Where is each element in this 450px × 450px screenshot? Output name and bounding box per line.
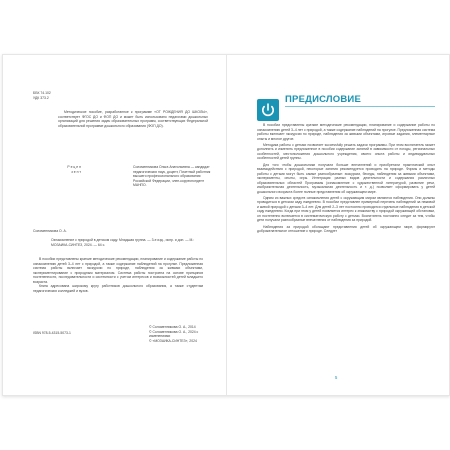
reviewer-text: Соломенникова Ольга Анатольевна — кандидат педагогических наук, доцент, Почетный работник высшего профессионального образования Российской Федерации, член-корреспондент МАНПО.	[133, 165, 211, 187]
reviewer-label: Р е ц е н з е н т	[67, 165, 81, 174]
preface-body	[257, 123, 435, 235]
annotation-top: Методическое пособие, разработанное к программе «ОТ РОЖДЕНИЯ ДО ШКОЛЫ», соответствует ФГОС ДО и ФОП ДО и может быть использовано педагогами дошкольных организаций для решения задач образовательных программ, соответствующих Федеральной образовательной программе дошкольного образования (ФОП ДО).	[58, 110, 208, 128]
isbn: ISBN 978-5-4315-5073-1	[33, 331, 71, 335]
right-page	[227, 55, 449, 395]
bbk-code: ББК 74.102	[33, 91, 51, 95]
body-paragraph: Наблюдения за природой обогащают представления детей об окружающем мире, формируют доброжелательное отношение к природе. Следует	[257, 224, 435, 234]
abstract	[33, 257, 203, 293]
author-line: Соломенникова О. А.	[33, 229, 67, 233]
copyright-line: © Соломенникова О. А., 2014	[149, 325, 196, 329]
left-page	[3, 55, 225, 395]
book-spread	[2, 54, 450, 396]
udk-code: УДК 373.2	[33, 95, 49, 100]
body-paragraph: Одним из важных средств ознакомления детей с окружающим миром являются наблюдения. Они должны проводиться в детском саду ежедневно. В пособии представлен примерный перечень наблюдений за неживой и живой природой с детьми 3–4 лет. Для детей 2–3 лет постоянно проводятся отдельные наблюдения в детской саду ежедневно. Когда при этом у детей появляется интерес к знакомству с природой окружающей обстановки, он постепенно включается в систематическую работу с детьми. Воспитатель постоянно следит за тем, чтобы дети получали разнообразные впечатления от наблюдения за природой.	[257, 195, 435, 223]
abstract-paragraph: Книга адресована широкому кругу работников дошкольного образования, а также студентам педагогических колледжей и вузов.	[33, 284, 203, 293]
copyright-block	[149, 325, 219, 343]
page-number: 5	[335, 375, 338, 380]
abstract-paragraph: В пособии представлены краткие методические рекомендации, планирование и содержание работы по ознакомлению детей 3–4 лет с природой, а также содержание наблюдений на прогулке. Предложенная система работы включает экскурсии по природе, наблюдения за живыми объектами, экспериментирование с природным материалом. Система работы построена на основе принципов постепенности, последовательности и системности с учетом интересов и возможностей детей младшего возраста.	[33, 257, 203, 284]
copyright-line: © «МОЗАИКА-СИНТЕЗ», 2024	[149, 338, 197, 343]
power-icon	[257, 99, 279, 121]
section-heading: ПРЕДИСЛОВИЕ	[285, 94, 362, 105]
body-paragraph: Для того чтобы дошкольники получали больше впечатлений и приобретали практический опыт взаимодействия с природой, некоторые занятия рекомендуется проводить на природе. Формы и методы работы с детьми могут быть самые разнообразные: экскурсии, беседы, наблюдения за живыми объектами, эксперименты, опыты, игры. Интеграция разных видов деятельности и содержания различных образовательных областей Программы (ознакомление с художественной литературой, развитие речи, изобразительная деятельность, музыкальная деятельность и т. д.) позволяет сформировать у детей дошкольного возраста более полные представления об окружающем мире.	[257, 162, 435, 194]
copyright-line: © Соломенникова О. А., 2024 с изменениями	[149, 329, 199, 338]
heading-rule	[285, 106, 435, 107]
body-paragraph: Методика работы с детьми позволяет successfully решать задачи программы. При этом воспитатель может дополнить и изменить предложенное в пособии содержание занятий в зависимости от погоды, региональных особенностей, местоположения дошкольного учреждения, своего опыта работы и индивидуальных особенностей детей группы.	[257, 142, 435, 161]
bibliographic-record: Ознакомление с природой в детском саду. Младшая группа. — 3-е изд., испр. и доп. — М.: МОЗАИКА-СИНТЕЗ, 2024. — 64 с.	[51, 238, 195, 247]
classification-codes	[33, 91, 93, 100]
body-paragraph: В пособии представлены краткие методические рекомендации, планирование и содержание работы по ознакомлению детей 3–4 лет с природой, а также содержание наблюдений на прогулке. Предложенная система работы включает экскурсии по природе, наблюдения за живыми объектами, игровые задания, элементарные опыты и многое другое.	[257, 123, 435, 141]
